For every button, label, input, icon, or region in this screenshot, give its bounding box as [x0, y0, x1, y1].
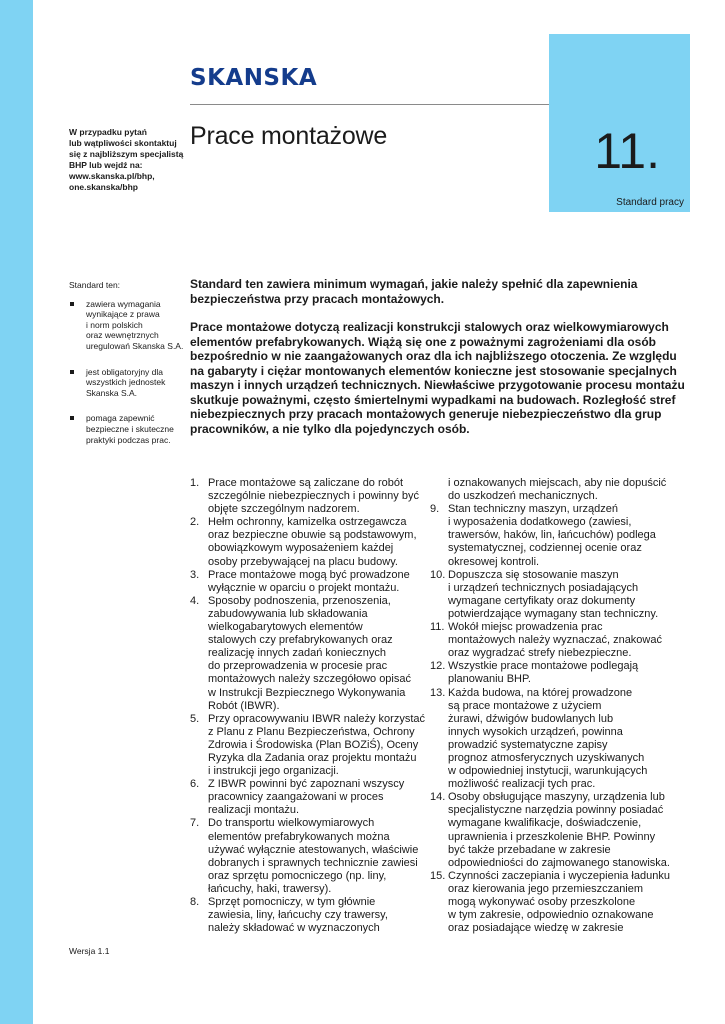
list-item-number: 11.: [430, 621, 445, 634]
list-item-line: być także przebadane w zakresie: [448, 843, 611, 856]
intro-text: [190, 277, 685, 450]
list-item-line: możliwość realizacji tych prac.: [448, 778, 596, 791]
list-item-number: 1.: [190, 477, 200, 489]
list-item-number: 10.: [430, 568, 446, 581]
list-item-line: Zdrowia i Środowiska (Plan BOZiŚ), Oceny: [208, 738, 419, 751]
list-item-line: zabudowywania lub składowania: [208, 607, 368, 620]
list-item-number: 9.: [430, 503, 440, 516]
list-item-line: realizację innych zadań koniecznych: [208, 647, 386, 660]
list-item-line: Każda budowa, na której prowadzone: [448, 686, 633, 699]
intro-line: Standard ten zawiera minimum wymagań, jakie należy spełnić dla zapewnienia: [190, 277, 638, 291]
contact-link[interactable]: one.skanska/bhp: [69, 182, 138, 192]
list-item-line: w tym zakresie, odpowiednio oznakowane: [448, 909, 654, 922]
contact-line: lub wątpliwości skontaktuj: [69, 138, 177, 148]
intro-line: skutkuje poważnymi, często śmiertelnymi wypadkami na budowach. Rozległość stref: [190, 392, 676, 407]
list-item-line: systematycznej, codziennej ocenie oraz: [448, 542, 642, 555]
list-item-number: 4.: [190, 594, 200, 607]
list-item-line: wyłącznie w oparciu o projekt montażu.: [208, 581, 400, 594]
side-note-line: wynikające z prawa: [86, 309, 160, 320]
list-item-line: oraz posiadające wiedzę w zakresie: [448, 922, 624, 935]
intro-paragraph: [190, 277, 660, 306]
list-item-number: 13.: [430, 686, 446, 699]
page-title: Prace montażowe: [190, 122, 388, 150]
list-item: [430, 791, 670, 870]
list-item-line: i urządzeń technicznych posiadających: [448, 581, 639, 594]
list-item-line: żurawi, dźwigów budowlanych lub: [448, 712, 614, 725]
intro-line: bezpośrednio w nie zaangażowanych oraz dla ich najbliższego otoczenia. Ze względu: [190, 349, 677, 363]
contact-line: W przypadku pytań: [69, 127, 147, 137]
list-item: [190, 896, 420, 935]
standard-number: 11.: [594, 123, 660, 179]
list-item-line: okresowej kontroli.: [448, 555, 540, 568]
list-item: [430, 569, 660, 621]
intro-line: na gabaryty i ciężar montowanych elementów konieczne jest stosowanie specjalnych: [190, 363, 677, 378]
list-item-line: obowiązkowym wyposażeniem każdej: [208, 542, 394, 555]
list-item-number: 2.: [190, 516, 200, 529]
list-item: [190, 569, 420, 595]
list-item-line: elementów prefabrykowanych można: [208, 830, 390, 843]
side-note-line: wszystkich jednostek: [86, 377, 166, 388]
list-item-number: 15.: [430, 869, 446, 882]
list-item-line: wymagane kwalifikacje, doświadczenie,: [448, 817, 642, 830]
list-item-line: potwierdzające wymagany stan techniczny.: [448, 607, 659, 620]
list-item: [190, 477, 420, 516]
list-item-line: prognoz atmosferycznych uzyskiwanych: [448, 751, 645, 764]
side-note-line: uregulowań Skanska S.A.: [86, 340, 184, 351]
list-item-line: w odpowiedniej instytucji, warunkujących: [448, 765, 648, 778]
list-item-line: realizacji montażu.: [208, 804, 300, 817]
standard-label: Standard pracy: [616, 197, 684, 208]
list-item-number: 6.: [190, 778, 200, 791]
list-item-line: do uszkodzeń mechanicznych.: [448, 490, 598, 503]
list-item: [190, 778, 420, 817]
list-item-line: trawersów, haków, lin, łańcuchów) podlega: [448, 529, 656, 542]
list-item-line: łańcuchy, haki, trawersy).: [208, 882, 332, 895]
list-item: [430, 869, 670, 935]
contact-info: [69, 127, 184, 193]
list-item-line: Wokół miejsc prowadzenia prac: [448, 621, 603, 634]
numbered-list-left: [190, 477, 426, 935]
list-item-number: 5.: [190, 712, 200, 725]
list-item-line: Hełm ochronny, kamizelka ostrzegawcza: [208, 516, 407, 529]
list-item-line: Sprzęt pomocniczy, w tym głównie: [208, 896, 376, 908]
intro-line: maszyn i innych urządzeń technicznych. Niewłaściwe przygotowanie procesu montażu: [190, 378, 685, 392]
list-item: [190, 516, 420, 568]
list-item-line: i oznakowanych miejscach, aby nie dopuścić: [448, 477, 667, 489]
side-note-item: [69, 413, 179, 445]
side-note-item: [69, 298, 184, 352]
side-note-line: jest obligatoryjny dla: [86, 366, 164, 377]
side-note-line: zawiera wymagania: [86, 298, 161, 309]
list-item-line: Czynności zaczepiania i wyczepienia ładunku: [448, 869, 670, 882]
list-item-line: z Planu z Planu Bezpieczeństwa, Ochrony: [208, 725, 415, 738]
list-item-line: do przeprowadzenia w procesie prac: [208, 660, 388, 673]
list-item-line: Prace montażowe mogą być prowadzone: [208, 568, 410, 581]
list-item-line: dobranych i sprawnych technicznie zawiesi: [208, 856, 418, 869]
numbered-list-right: [430, 477, 670, 935]
side-note-line: bezpieczne i skuteczne: [86, 423, 174, 434]
list-item: [190, 712, 426, 778]
side-note-line: praktyki podczas prac.: [86, 434, 171, 445]
list-item-line: i instrukcji jego organizacji.: [208, 765, 339, 778]
list-item-line: innych wysokich urządzeń, powinna: [448, 725, 623, 738]
list-item: [190, 595, 420, 713]
list-item-line: zawiesia, liny, łańcuchy czy trawersy,: [208, 909, 388, 922]
list-item-line: Sposoby podnoszenia, przenoszenia,: [208, 594, 391, 607]
version-label: Wersja 1.1: [69, 946, 110, 956]
list-item-line: używać wyłącznie atestowanych, właściwie: [208, 843, 419, 856]
list-item-line: mogą wykonywać osoby przeszkolone: [448, 896, 636, 908]
list-item-number: 12.: [430, 660, 446, 673]
list-item-line: Robót (IBWR).: [208, 699, 280, 712]
list-item-line: uprawnienia i przeszkolenie BHP. Powinny: [448, 830, 656, 843]
side-note-line: pomaga zapewnić: [86, 413, 155, 424]
list-item-line: Do transportu wielkowymiarowych: [208, 817, 375, 830]
list-item-line: szczególnie niebezpiecznych i powinny być: [208, 490, 419, 503]
list-item-continuation: [430, 477, 667, 503]
list-item-line: w Instrukcji Bezpiecznego Wykonywania: [208, 686, 406, 699]
list-item-line: Osoby obsługujące maszyny, urządzenia lub: [448, 791, 665, 804]
list-item-line: i wyposażenia dodatkowego (zawiesi,: [448, 516, 632, 529]
list-item-line: należy składować w wyznaczonych: [208, 922, 380, 935]
side-note-line: i norm polskich: [86, 319, 143, 330]
list-item: [430, 687, 660, 792]
list-item-line: Prace montażowe są zaliczane do robót: [208, 477, 404, 489]
list-item-line: Ryzyka dla Zadania oraz projektu montażu: [208, 751, 417, 764]
left-accent-strip: [0, 0, 33, 1024]
contact-link[interactable]: www.skanska.pl/bhp,: [69, 171, 155, 181]
list-item: [430, 503, 660, 568]
list-item-line: Stan techniczny maszyn, urządzeń: [448, 503, 618, 516]
list-item-line: Przy opracowywaniu IBWR należy korzystać: [208, 712, 426, 725]
list-item-line: oraz wygradzać strefy niebezpieczne.: [448, 647, 632, 660]
list-item-line: wielkogabarytowych elementów: [208, 621, 363, 634]
list-item: [430, 621, 660, 660]
list-item-line: specjalistyczne narzędzia powinny posiadać: [448, 804, 664, 817]
side-note-line: Skanska S.A.: [86, 387, 138, 398]
side-note-item: [69, 367, 179, 399]
list-item-number: 3.: [190, 568, 200, 581]
list-item-line: Z IBWR powinni być zapoznani wszyscy: [208, 778, 405, 791]
side-notes: [69, 280, 184, 455]
list-item-line: objęte szczególnym nadzorem.: [208, 503, 360, 516]
contact-line: się z najbliższym specjalistą: [69, 149, 184, 159]
list-item-number: 8.: [190, 896, 200, 908]
side-notes-lead: Standard ten:: [69, 280, 121, 290]
list-item-line: pracownicy zaangażowani w proces: [208, 791, 384, 804]
list-item-line: wymagane certyfikaty oraz dokumenty: [448, 594, 636, 607]
list-item-line: oraz sprzętu pomocniczego (np. liny,: [208, 869, 387, 882]
intro-line: Prace montażowe dotyczą realizacji konstrukcji stalowych oraz wielkowymiarowych: [190, 320, 669, 334]
intro-line: elementów prefabrykowanych. Wiążą się one z poważnymi zagrożeniami dla osób: [190, 334, 657, 349]
list-item-line: montażowych należy wyznaczać, znakować: [448, 634, 662, 647]
list-item-line: prowadzić systematyczne zapisy: [448, 738, 608, 751]
list-item-line: oraz kierowania jego przemieszczaniem: [448, 882, 644, 895]
intro-paragraph: [190, 320, 685, 436]
list-item-line: stalowych czy prefabrykowanych oraz: [208, 634, 393, 647]
list-item-line: oraz bezpieczne obuwie są podstawowym,: [208, 529, 417, 542]
list-item: [430, 660, 660, 686]
list-item-number: 7.: [190, 817, 200, 830]
intro-line: niebezpiecznych przy pracach montażowych generuje niebezpieczeństwo dla grup: [190, 407, 662, 421]
list-item-line: osoby przebywającej na placu budowy.: [208, 555, 398, 568]
standard-number-box: [549, 34, 690, 212]
side-notes-list: [69, 298, 184, 446]
intro-line: bezpieczeństwa przy pracach montażowych.: [190, 291, 445, 306]
list-item-line: Wszystkie prace montażowe podlegają: [448, 660, 639, 673]
list-item-line: Dopuszcza się stosowanie maszyn: [448, 568, 619, 581]
list-item-line: montażowych należy szczegółowo opisać: [208, 673, 411, 686]
skanska-logo: SKANSKA: [190, 65, 318, 91]
list-item-number: 14.: [430, 791, 446, 804]
intro-line: pracowników, a nie tylko dla pojedynczych osób.: [190, 421, 470, 436]
list-item-line: są prace montażowe z użyciem: [448, 699, 602, 712]
list-item-line: planowaniu BHP.: [448, 673, 531, 686]
contact-line: BHP lub wejdź na:: [69, 160, 143, 170]
list-item-line: odpowiedniości do zajmowanego stanowiska.: [448, 856, 670, 869]
side-note-line: oraz wewnętrznych: [86, 330, 159, 341]
list-item: [190, 817, 420, 896]
